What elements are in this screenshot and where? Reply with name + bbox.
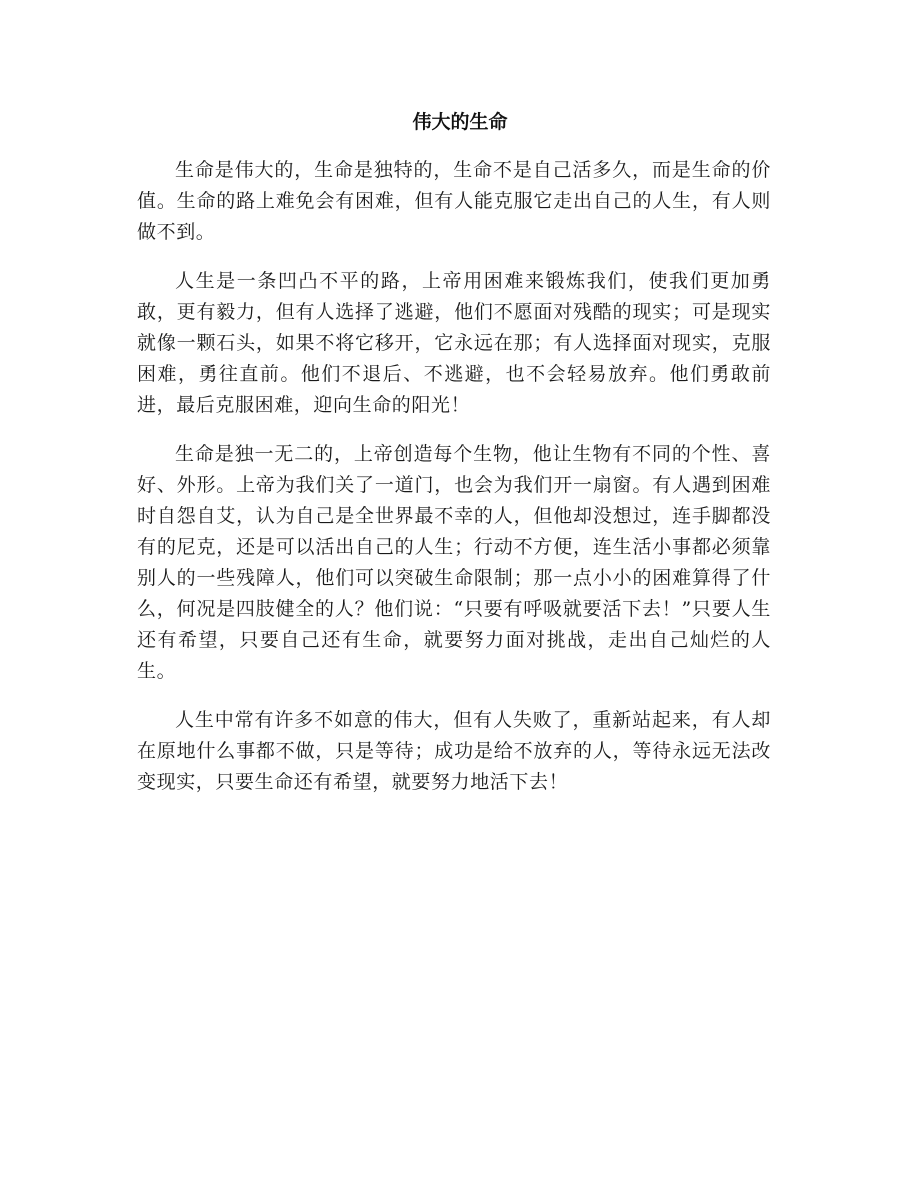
paragraph-2: 人生是一条凹凸不平的路，上帝用困难来锻炼我们，使我们更加勇敢，更有毅力，但有人选择了逃避，他们不愿面对残酷的现实；可是现实就像一颗石头，如果不将它移开，它永远在那；有人选择面对现实，克服困难，勇往直前。他们不退后、不逃避，也不会轻易放弃。他们勇敢前进，最后克服困难，迎向生命的阳光！: [137, 270, 771, 416]
document-body: [137, 155, 771, 816]
paragraph-1: 生命是伟大的，生命是独特的，生命不是自己活多久，而是生命的价值。生命的路上难免会有困难，但有人能克服它走出自己的人生，有人则做不到。: [137, 159, 771, 243]
paragraph-3: 生命是独一无二的，上帝创造每个生物，他让生物有不同的个性、喜好、外形。上帝为我们关了一道门，也会为我们开一扇窗。有人遇到困难时自怨自艾，认为自己是全世界最不幸的人，但他却没想过，连手脚都没有的尼克，还是可以活出自己的人生；行动不方便，连生活小事都必须靠别人的一些残障人，他们可以突破生命限制；那一点小小的困难算得了什么，何况是四肢健全的人？他们说：“只要有呼吸就要活下去！”只要人生还有希望，只要自己还有生命，就要努力面对挑战，走出自己灿烂的人生。: [137, 443, 771, 682]
paragraph-4: 人生中常有许多不如意的伟大，但有人失败了，重新站起来，有人却在原地什么事都不做，只是等待；成功是给不放弃的人，等待永远无法改变现实，只要生命还有希望，就要努力地活下去！: [137, 709, 771, 793]
document-title: 伟大的生命: [412, 111, 508, 133]
